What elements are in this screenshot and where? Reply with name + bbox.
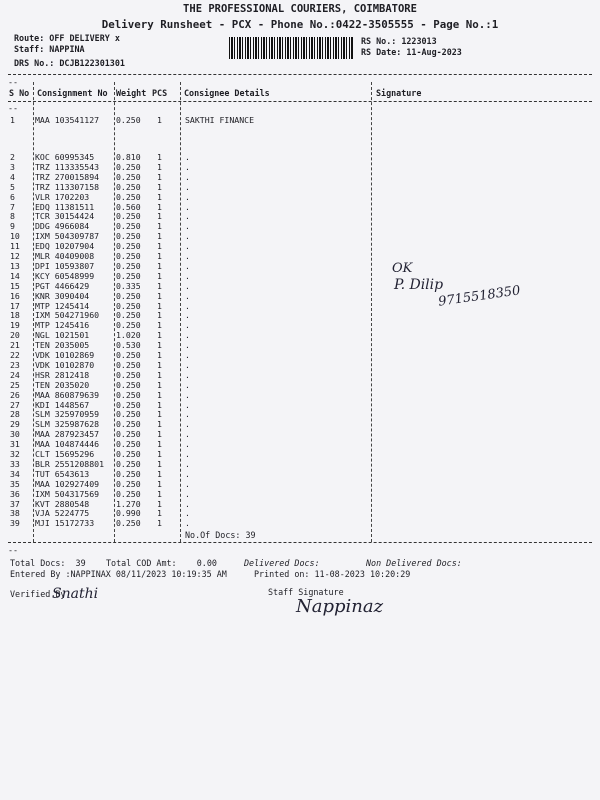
row-sno: 10 [10, 231, 20, 242]
row-sno: 14 [10, 270, 20, 281]
row-pcs: 1 [157, 468, 162, 479]
row-consignment-no: EDQ 10207904 [35, 241, 95, 252]
staff-signature-label: Staff Signature [268, 587, 344, 597]
row-sno: 13 [10, 260, 20, 271]
row-sno: 28 [10, 409, 20, 420]
row-pcs: 1 [157, 340, 162, 351]
row-weight: 0.250 [116, 458, 141, 469]
row-weight: 0.250 [116, 211, 141, 222]
row-consignment-no: CLT 15695296 [35, 449, 95, 459]
non-delivered-docs: Non Delivered Docs: [366, 558, 462, 568]
row-consignment-no: MJI 15172733 [35, 518, 95, 529]
row-sno: 26 [10, 389, 20, 400]
row-consignment-no: TRZ 113307158 [35, 181, 100, 192]
handwritten-ok: OK [392, 261, 413, 276]
row-consignment-no: TEN 2035005 [35, 340, 90, 351]
row-weight: 0.250 [116, 379, 141, 390]
row-pcs: 1 [157, 478, 162, 489]
row-consignment-no: VJA 5224775 [35, 508, 90, 519]
row-weight: 0.250 [116, 439, 141, 450]
runsheet-heading: Delivery Runsheet - PCX - Phone No.:0422-3505555 - Page No.:1 [101, 18, 499, 31]
row-pcs: 1 [157, 251, 162, 261]
row-pcs: 1 [157, 270, 162, 281]
column-divider [180, 82, 181, 542]
row-sno: 2 [10, 152, 15, 162]
row-pcs: 1 [157, 171, 162, 182]
row-weight: 0.250 [116, 449, 141, 459]
row-consignment-no: MAA 103541127 [35, 115, 100, 125]
row-pcs: 1 [157, 419, 162, 430]
delivered-docs: Delivered Docs: [244, 558, 320, 568]
staff-label: Staff: NAPPINA [14, 44, 85, 54]
verified-by-label: Verified By [10, 589, 66, 599]
row-pcs: 1 [157, 488, 162, 499]
row-weight: 0.990 [116, 508, 141, 519]
row-consignee: . [185, 458, 190, 469]
row-consignment-no: KOC 60995345 [35, 152, 95, 162]
row-sno: 12 [10, 251, 20, 261]
column-divider [114, 82, 115, 542]
rs-date: RS Date: 11-Aug-2023 [361, 47, 462, 57]
row-weight: 0.560 [116, 201, 141, 212]
drs-number: DRS No.: DCJB122301301 [14, 58, 125, 68]
row-consignee: SAKTHI FINANCE [185, 115, 255, 125]
row-pcs: 1 [157, 231, 162, 242]
row-weight: 0.250 [116, 468, 141, 479]
row-consignee: . [185, 191, 190, 202]
row-consignment-no: BLR 2551208801 [35, 458, 105, 469]
row-consignee: . [185, 260, 190, 271]
row-consignment-no: TRZ 270015894 [35, 171, 100, 182]
row-sno: 18 [10, 310, 20, 321]
row-weight: 0.250 [116, 518, 141, 529]
printed-on: Printed on: 11-08-2023 10:20:29 [254, 569, 411, 579]
row-sno: 3 [10, 161, 15, 172]
row-sno: 8 [10, 211, 15, 222]
row-consignment-no: DDG 4966084 [35, 221, 90, 232]
barcode-image [229, 37, 354, 59]
row-consignment-no: MAA 860879639 [35, 389, 100, 400]
row-sno: 20 [10, 330, 20, 341]
row-consignee: . [185, 399, 190, 410]
row-weight: 0.250 [116, 290, 141, 301]
row-pcs: 1 [157, 458, 162, 469]
row-sno: 6 [10, 191, 15, 202]
row-consignee: . [185, 498, 190, 509]
row-consignee: . [185, 508, 190, 519]
row-consignment-no: KVT 2880548 [35, 498, 90, 509]
row-pcs: 1 [157, 379, 162, 390]
total-cod-amount: Total COD Amt: 0.00 [106, 558, 217, 568]
row-pcs: 1 [157, 152, 162, 162]
row-consignee: . [185, 369, 190, 380]
row-consignment-no: MTP 1245416 [35, 320, 90, 331]
row-sno: 7 [10, 201, 15, 212]
row-consignee: . [185, 350, 190, 360]
row-consignment-no: VDK 10102869 [35, 350, 95, 360]
row-consignee: . [185, 409, 190, 420]
row-consignment-no: MAA 102927409 [35, 478, 100, 489]
row-sno: 11 [10, 241, 20, 252]
row-sno: 31 [10, 439, 20, 450]
row-pcs: 1 [157, 320, 162, 331]
row-pcs: 1 [157, 161, 162, 172]
row-consignee: . [185, 419, 190, 430]
row-weight: 0.250 [116, 350, 141, 360]
row-pcs: 1 [157, 498, 162, 509]
row-weight: 1.270 [116, 498, 141, 509]
row-consignee: . [185, 181, 190, 192]
row-weight: 0.250 [116, 369, 141, 380]
row-weight: 0.250 [116, 181, 141, 192]
row-consignee: . [185, 231, 190, 242]
row-consignment-no: VDK 10102870 [35, 359, 95, 370]
row-consignee: . [185, 488, 190, 499]
row-pcs: 1 [157, 221, 162, 232]
row-pcs: 1 [157, 409, 162, 420]
col-header-consignment: Consignment No [37, 88, 108, 98]
row-consignee: . [185, 290, 190, 301]
row-consignment-no: NGL 1021501 [35, 330, 90, 341]
col-header-weight: Weight [116, 88, 147, 98]
row-consignee: . [185, 241, 190, 252]
row-pcs: 1 [157, 449, 162, 459]
column-header-divider [8, 101, 592, 102]
row-consignee: . [185, 379, 190, 390]
row-sno: 23 [10, 359, 20, 370]
row-weight: 0.250 [116, 320, 141, 331]
row-consignee: . [185, 478, 190, 489]
row-sno: 19 [10, 320, 20, 331]
row-consignment-no: TUT 6543613 [35, 468, 90, 479]
row-consignee: . [185, 449, 190, 459]
row-consignee: . [185, 201, 190, 212]
row-consignment-no: KCY 60548999 [35, 270, 95, 281]
row-pcs: 1 [157, 429, 162, 440]
col-header-signature: Signature [376, 88, 422, 98]
col-header-pcs: PCS [152, 88, 168, 98]
row-pcs: 1 [157, 290, 162, 301]
row-pcs: 1 [157, 330, 162, 341]
row-consignment-no: TRZ 113335543 [35, 161, 100, 172]
row-pcs: 1 [157, 369, 162, 380]
row-weight: 0.250 [116, 488, 141, 499]
row-consignment-no: SLM 325970959 [35, 409, 100, 420]
row-sno: 15 [10, 280, 20, 291]
row-weight: 0.250 [116, 419, 141, 430]
row-weight: 0.250 [116, 171, 141, 182]
row-pcs: 1 [157, 191, 162, 202]
handwritten-phone: 9715518350 [437, 283, 522, 310]
row-weight: 0.250 [116, 115, 141, 125]
rs-number: RS No.: 1223013 [361, 36, 437, 46]
row-sno: 34 [10, 468, 20, 479]
entered-by: Entered By :NAPPINAX 08/11/2023 10:19:35 AM [10, 569, 227, 579]
row-sno: 32 [10, 449, 20, 459]
no-of-docs: No.Of Docs: 39 [185, 530, 256, 540]
row-sno: 33 [10, 458, 20, 469]
row-weight: 0.250 [116, 399, 141, 410]
row-consignee: . [185, 280, 190, 291]
row-weight: 0.250 [116, 429, 141, 440]
row-consignee: . [185, 270, 190, 281]
column-divider [371, 82, 372, 542]
row-consignee: . [185, 251, 190, 261]
row-sno: 4 [10, 171, 15, 182]
total-docs: Total Docs: 39 [10, 558, 86, 568]
row-consignee: . [185, 152, 190, 162]
row-consignment-no: IXM 504271960 [35, 310, 100, 321]
row-pcs: 1 [157, 439, 162, 450]
company-title: THE PROFESSIONAL COURIERS, COIMBATORE [183, 3, 417, 15]
row-weight: 0.250 [116, 359, 141, 370]
row-consignee: . [185, 439, 190, 450]
row-pcs: 1 [157, 389, 162, 400]
row-consignment-no: SLM 325987628 [35, 419, 100, 430]
col-header-consignee: Consignee Details [184, 88, 270, 98]
row-consignee: . [185, 171, 190, 182]
row-pcs: 1 [157, 508, 162, 519]
row-consignment-no: MLR 40409008 [35, 251, 95, 261]
row-weight: 0.250 [116, 389, 141, 400]
row-sno: 24 [10, 369, 20, 380]
row-pcs: 1 [157, 518, 162, 529]
row-pcs: 1 [157, 300, 162, 311]
column-divider [33, 82, 34, 542]
row-consignment-no: MTP 1245414 [35, 300, 90, 311]
row-weight: 0.250 [116, 231, 141, 242]
row-consignment-no: EDQ 11381511 [35, 201, 95, 212]
row-pcs: 1 [157, 350, 162, 360]
row-weight: 0.250 [116, 161, 141, 172]
handwritten-initials: P. Dilip [394, 277, 444, 293]
row-sno: 5 [10, 181, 15, 192]
row-consignee: . [185, 359, 190, 370]
row-consignment-no: KNR 3090404 [35, 290, 90, 301]
row-weight: 0.250 [116, 241, 141, 252]
staff-handwritten-signature: Nappinaz [296, 596, 384, 617]
row-consignee: . [185, 161, 190, 172]
row-pcs: 1 [157, 280, 162, 291]
row-weight: 0.250 [116, 310, 141, 321]
row-weight: 0.335 [116, 280, 141, 291]
row-consignment-no: HSR 2812418 [35, 369, 90, 380]
route-label: Route: OFF DELIVERY x [14, 33, 120, 43]
row-consignee: . [185, 389, 190, 400]
row-sno: 35 [10, 478, 20, 489]
row-weight: 0.250 [116, 221, 141, 232]
row-sno: 27 [10, 399, 20, 410]
row-sno: 25 [10, 379, 20, 390]
runsheet-page: THE PROFESSIONAL COURIERS, COIMBATORE Delivery Runsheet - PCX - Phone No.:0422-3505555 - Page No.:1 Route: OFF DELIVERY x Staff: NAPPINA DRS No.: DCJB122301301 RS No.: 1223013 RS Date: 11-Aug-2023 -- S No Consignment No Weight PCS Consignee Details Signature -- 1 MAA 103541127 0.250 1 SAKTHI FINANCE 2 KOC 60995345 0.810 1 . 3 TRZ 113335543 0.250 1 . 4 TRZ 270015894 0.250 1 . 5 TRZ 113307158 0.250 1 . 6 VLR 1702203 0.250 1 . 7 EDQ 11381511 0.560 1 . 8 TCR 30154424 0.250 1 . 9 DDG 4966084 0.250 1 . 10 IXM 504309787 0.250 1 . 11 EDQ 10207904 0.250 1 . 12 MLR 40409008 0.250 1 . 13 DPI 10593807 0.250 1 . 14 KCY 60548999 0.250 1 . 15 PGT 4466429 0.335 1 . 16 KNR 3090404 0.250 1 . 17 MTP 1245414 0.250 1 . 18 IXM 504271960 0.250 1 . 19 MTP 1245416 0.250 1 . 20 NGL 1021501 1.020 1 . 21 TEN 2035005 0.530 1 . 22 VDK 10102869 0.250 1 . 23 VDK 10102870 0.250 1 . 24 HSR 2812418 0.250 1 . 25 TEN 2035020 0.250 1 . 26 MAA 860879639 0.250 1 . 27 KDI 1448567 0.250 1 . 28 SLM 325970959 0.250 1 . 29 SLM 325987628 0.250 1 . 30 MAA 287923457 0.250 1 . 31 MAA 104874446 0.250 1 . 32 CLT 15695296 0.250 1 . 33 BLR 2551208801 0.250 1 . 34 TUT 6543613 0.250 1 . 35 MAA 102927409 0.250 1 . 36 IXM 504317569 0.250 1 . 37 KVT 2880548 1.270 1 . 38 VJA 5224775 0.990 1 . 39 MJI 15172733 0.250 1 . No.Of Docs: 39 -- Total Docs: 39 Total COD Amt: 0.00 Delivered Docs: Non Delivered Docs: Entered By :NAPPINAX 08/11/2023 10:19:35 AM Printed on: 11-08-2023 10:20:29 Verified By Staff Signature OK P. Dilip 9715518350 Snathi Nappinaz [0, 0, 600, 800]
row-weight: 1.020 [116, 330, 141, 341]
row-sno: 37 [10, 498, 20, 509]
row-consignment-no: PGT 4466429 [35, 280, 90, 291]
row-consignee: . [185, 340, 190, 351]
row-weight: 0.250 [116, 478, 141, 489]
row-sno: 36 [10, 488, 20, 499]
row-sno: 9 [10, 221, 15, 232]
row-consignee: . [185, 518, 190, 529]
row-weight: 0.530 [116, 340, 141, 351]
row-sno: 17 [10, 300, 20, 311]
row-consignment-no: MAA 287923457 [35, 429, 100, 440]
row-consignee: . [185, 221, 190, 232]
row-weight: 0.250 [116, 409, 141, 420]
verifier-signature: Snathi [52, 586, 99, 602]
row-consignee: . [185, 468, 190, 479]
row-sno: 16 [10, 290, 20, 301]
row-weight: 0.250 [116, 251, 141, 261]
row-consignee: . [185, 330, 190, 341]
row-consignment-no: TEN 2035020 [35, 379, 90, 390]
row-sno: 1 [10, 115, 15, 125]
row-pcs: 1 [157, 399, 162, 410]
row-consignment-no: MAA 104874446 [35, 439, 100, 450]
row-pcs: 1 [157, 201, 162, 212]
row-consignee: . [185, 310, 190, 321]
row-consignment-no: TCR 30154424 [35, 211, 95, 222]
footer-divider [8, 542, 592, 543]
row-sno: 29 [10, 419, 20, 430]
row-consignment-no: DPI 10593807 [35, 260, 95, 271]
row-consignee: . [185, 429, 190, 440]
row-pcs: 1 [157, 310, 162, 321]
row-weight: 0.250 [116, 300, 141, 311]
row-consignment-no: IXM 504309787 [35, 231, 100, 242]
row-weight: 0.250 [116, 191, 141, 202]
row-pcs: 1 [157, 181, 162, 192]
row-sno: 38 [10, 508, 20, 519]
row-consignee: . [185, 320, 190, 331]
row-weight: 0.810 [116, 152, 141, 162]
row-consignment-no: VLR 1702203 [35, 191, 90, 202]
row-sno: 30 [10, 429, 20, 440]
row-pcs: 1 [157, 241, 162, 252]
header-divider [8, 74, 592, 75]
row-pcs: 1 [157, 115, 162, 125]
row-consignment-no: KDI 1448567 [35, 399, 90, 410]
row-sno: 39 [10, 518, 20, 529]
row-consignee: . [185, 300, 190, 311]
col-header-sno: S No [9, 88, 30, 98]
row-pcs: 1 [157, 211, 162, 222]
row-weight: 0.250 [116, 260, 141, 271]
row-pcs: 1 [157, 359, 162, 370]
row-sno: 21 [10, 340, 20, 351]
row-pcs: 1 [157, 260, 162, 271]
row-weight: 0.250 [116, 270, 141, 281]
row-consignment-no: IXM 504317569 [35, 488, 100, 499]
row-sno: 22 [10, 350, 20, 360]
row-consignee: . [185, 211, 190, 222]
